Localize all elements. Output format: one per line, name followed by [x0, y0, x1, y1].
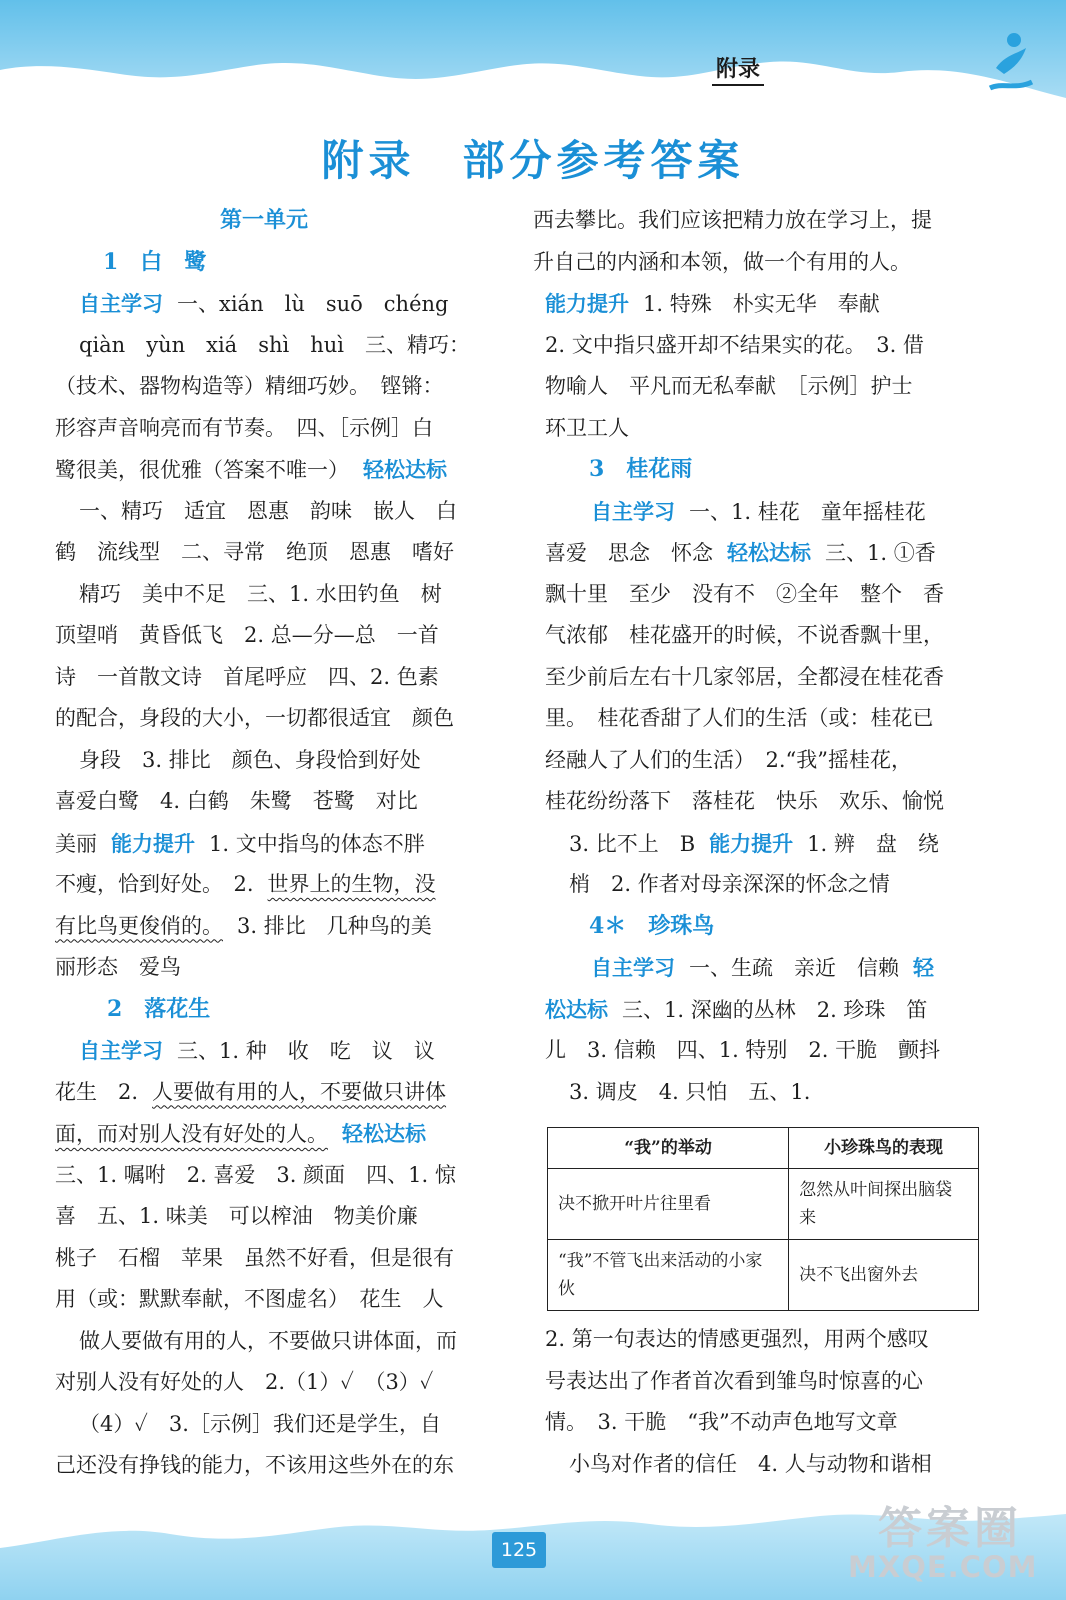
underlined-answer: 人要做有用的人，不要做只讲体 — [152, 1079, 447, 1104]
text-line: 喜 五、1. 味美 可以榨油 物美价廉 — [55, 1204, 418, 1228]
line-text: 一、xián lù suō chéng — [177, 292, 449, 316]
left-column — [55, 200, 495, 1487]
text-line: 诗 一首散文诗 首尾呼应 四、2. 色素 — [55, 664, 439, 689]
text-line: 飘十里 至少 没有不 ②全年 整个 香 — [545, 581, 944, 606]
text-line: 顶望哨 黄昏低飞 2. 总—分—总 一首 — [55, 623, 439, 647]
text-line: 一、精巧 适宜 恩惠 韵味 嵌人 白 — [79, 498, 457, 523]
text-line — [55, 823, 495, 865]
watermark-logo — [848, 1492, 1053, 1592]
text-line: 对别人没有好处的人 2.（1）✓ （3）✓ — [55, 1370, 434, 1394]
section-tag: 自主学习 — [591, 498, 675, 524]
right-column — [533, 200, 985, 1485]
text-line: 气浓郁 桂花盛开的时候，不说香飘十里， — [545, 623, 944, 647]
text-line: 桃子 石榴 苹果 虽然不好看，但是很有 — [55, 1245, 454, 1270]
text-line — [545, 532, 985, 574]
text-line: 经融人了人们的生活） 2.“我”摇桂花， — [545, 747, 913, 772]
line-text: 一、1. 桂花 童年摇桂花 — [689, 499, 926, 524]
section-tag: 轻松达标 — [727, 540, 811, 565]
text-line: 身段 3. 排比 颜色、身段恰到好处 — [79, 747, 421, 772]
lesson-title: 4＊ 珍珠鸟 — [589, 912, 715, 939]
text-line: 2. 第一句表达的情感更强烈，用两个感叹 — [545, 1327, 929, 1351]
text-line: 桂花纷纷落下 落桂花 快乐 欢乐、愉悦 — [545, 789, 944, 813]
underlined-answer: 面，而对别人没有好处的人。 — [55, 1122, 328, 1146]
section-tag: 轻松达标 — [363, 457, 447, 482]
text-line: （技术、器物构造等）精细巧妙。 铿锵： — [55, 374, 444, 398]
section-tag: 松达标 — [545, 996, 608, 1022]
text-line — [55, 449, 495, 491]
table-cell: 忽然从叶间探出脑袋来 — [789, 1169, 979, 1240]
text-line — [545, 989, 985, 1031]
text-line: 里。 桂花香甜了人们的生活（或：桂花已 — [545, 706, 934, 730]
text-line — [55, 864, 495, 906]
table-header: “我”的举动 — [548, 1128, 789, 1169]
text-line — [545, 283, 985, 325]
underlined-answer: 世界上的生物，没 — [267, 872, 436, 896]
text-line: 丽形态 爱鸟 — [55, 955, 181, 979]
text-line: 儿 3. 信赖 四、1. 特别 2. 干脆 颤抖 — [545, 1038, 941, 1062]
text-line — [55, 1072, 495, 1114]
text-line: 鹤 流线型 二、寻常 绝顶 恩惠 嗜好 — [55, 540, 454, 564]
section-tag: 自主学习 — [591, 955, 675, 980]
table-header-row — [548, 1128, 979, 1169]
table-header: 小珍珠鸟的表现 — [789, 1128, 979, 1169]
text-line: 升自己的内涵和本领，做一个有用的人。 — [533, 249, 911, 274]
text-line — [545, 823, 985, 865]
text-line: 3. 调皮 4. 只怕 五、1. — [569, 1079, 811, 1104]
text-line — [55, 906, 495, 948]
section-tag: 能力提升 — [111, 830, 195, 856]
table-cell: 决不掀开叶片往里看 — [548, 1169, 789, 1240]
top-wave-band — [0, 0, 1066, 110]
line-text: 三、1. 深幽的丛林 2. 珍珠 笛 — [622, 997, 928, 1022]
table-row — [548, 1240, 979, 1311]
text-line — [545, 947, 985, 989]
text-line: 三、1. 嘱咐 2. 喜爱 3. 颜面 四、1. 惊 — [55, 1162, 456, 1187]
text-line: 用（或：默默奉献，不图虚名） 花生 人 — [55, 1287, 444, 1311]
line-text: 1. 文中指鸟的体态不胖 — [209, 831, 425, 856]
header-section-label: 附录 — [712, 52, 764, 86]
section-tag: 自主学习 — [79, 1038, 163, 1063]
section-tag: 能力提升 — [545, 291, 629, 316]
line-text: 花生 2. — [55, 1079, 139, 1104]
lesson-title: 3 桂花雨 — [589, 456, 693, 482]
table-cell: “我”不管飞出来活动的小家伙 — [548, 1240, 789, 1311]
text-line: 做人要做有用的人，不要做只讲体面，而 — [79, 1328, 457, 1353]
table-cell: 决不飞出窗外去 — [789, 1240, 979, 1311]
text-line: 2. 文中指只盛开却不结果实的花。 3. 借 — [545, 332, 924, 357]
text-line: 西去攀比。我们应该把精力放在学习上，提 — [533, 208, 932, 232]
line-text: 鹭很美，很优雅（答案不唯一） — [55, 458, 349, 482]
page-title: 附录 部分参考答案 — [321, 136, 745, 185]
line-text: 3. 排比 几种鸟的美 — [237, 913, 432, 938]
text-line — [55, 1030, 495, 1072]
underlined-answer: 有比鸟更俊俏的。 — [55, 913, 223, 938]
lesson-title: 1 白 鹭 — [103, 248, 207, 275]
text-line: 号表达出了作者首次看到雏鸟时惊喜的心 — [545, 1368, 923, 1393]
text-line: qiàn yùn xiá shì huì 三、精巧： — [79, 332, 470, 357]
page-number: 125 — [492, 1532, 546, 1568]
line-text: 3. 比不上 B — [569, 831, 696, 856]
line-text: 喜爱 思念 怀念 — [545, 541, 713, 565]
section-tag: 轻松达标 — [342, 1121, 426, 1146]
section-tag: 能力提升 — [709, 830, 794, 856]
text-line: 环卫工人 — [545, 415, 629, 440]
line-text: 1. 辨 盘 绕 — [807, 831, 939, 856]
text-line: 的配合，身段的大小，一切都很适宜 颜色 — [55, 706, 454, 730]
watermark-cn: 答案圈 — [878, 1503, 1022, 1554]
text-line: 小鸟对作者的信任 4. 人与动物和谐相 — [569, 1451, 932, 1476]
text-line: 情。 3. 干脆 “我”不动声色地写文章 — [545, 1410, 898, 1434]
text-line: （4）✓ 3.［示例］我们还是学生，自 — [79, 1411, 441, 1436]
text-line — [545, 491, 985, 533]
text-line: 至少前后左右十几家邻居，全都浸在桂花香 — [545, 664, 944, 689]
text-line: 形容声音响亮而有节奏。 四、［示例］白 — [55, 415, 433, 440]
text-line: 物喻人 平凡而无私奉献 ［示例］护士 — [545, 374, 913, 398]
text-line — [55, 283, 495, 325]
lesson-title: 2 落花生 — [107, 995, 211, 1022]
answer-table — [547, 1127, 979, 1311]
text-line: 己还没有挣钱的能力，不该用这些外在的东 — [55, 1453, 454, 1477]
unit-title: 第一单元 — [220, 207, 309, 233]
line-text: 不瘦，恰到好处。 2. — [55, 872, 254, 896]
table-row — [548, 1169, 979, 1240]
watermark-en: MXQE.COM — [848, 1550, 1038, 1584]
section-tag: 轻 — [913, 955, 934, 980]
swimmer-icon — [986, 28, 1036, 100]
text-line — [55, 1113, 495, 1155]
section-tag: 自主学习 — [79, 291, 163, 316]
line-text: 美丽 — [55, 831, 97, 856]
text-line: 精巧 美中不足 三、1. 水田钓鱼 树 — [79, 581, 442, 606]
text-line: 梢 2. 作者对母亲深深的怀念之情 — [569, 872, 890, 896]
line-text: 一、生疏 亲近 信赖 — [689, 956, 899, 980]
line-text: 三、1. ①香 — [825, 541, 936, 565]
text-line: 喜爱白鹭 4. 白鹤 朱鹭 苍鹭 对比 — [55, 789, 418, 813]
line-text: 三、1. 种 收 吃 议 议 — [177, 1039, 435, 1063]
line-text: 1. 特殊 朴实无华 奉献 — [643, 292, 880, 316]
